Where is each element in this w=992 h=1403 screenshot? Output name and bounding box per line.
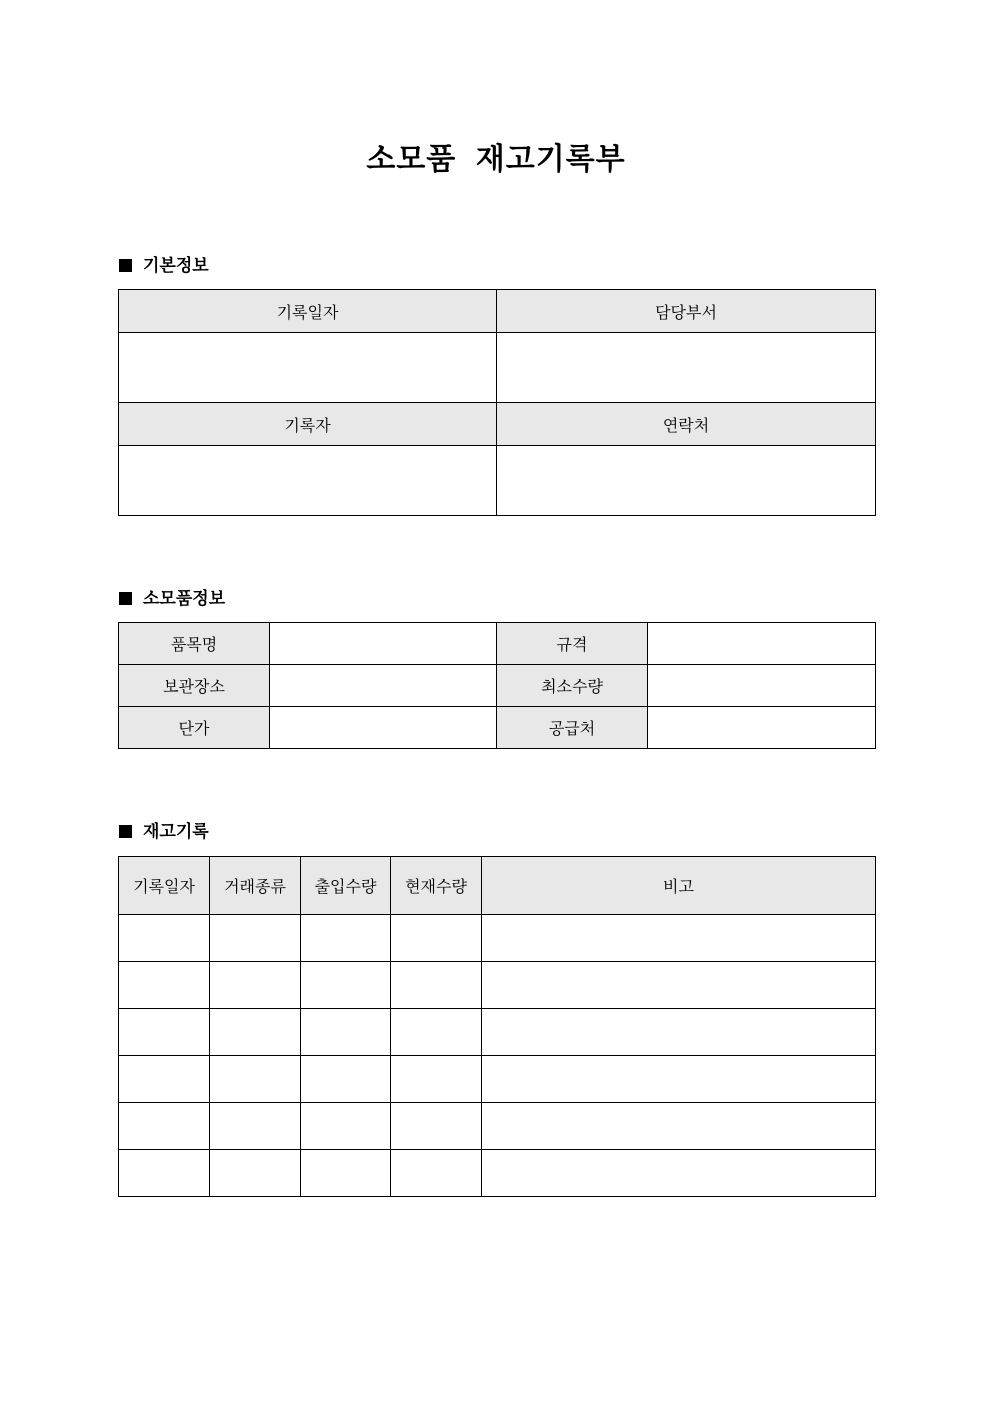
spec-label: 규격 (497, 623, 648, 665)
spec-field[interactable] (648, 623, 876, 665)
stock-record-table (118, 856, 876, 1197)
transaction-type-cell[interactable] (210, 1056, 301, 1103)
supplier-field[interactable] (648, 707, 876, 749)
record-date-cell[interactable] (119, 1056, 210, 1103)
in-out-qty-cell[interactable] (301, 1150, 391, 1197)
square-bullet-icon (119, 592, 132, 605)
storage-label: 보관장소 (119, 665, 270, 707)
in-out-qty-cell[interactable] (301, 1103, 391, 1150)
table-row (119, 915, 876, 962)
supplier-label: 공급처 (497, 707, 648, 749)
page-title: 소모품 재고기록부 (366, 142, 626, 177)
department-label: 담당부서 (497, 290, 876, 333)
record-date-cell[interactable] (119, 1009, 210, 1056)
table-row (119, 1150, 876, 1197)
remarks-cell[interactable] (482, 1150, 876, 1197)
current-qty-cell[interactable] (391, 1103, 482, 1150)
column-header-transaction-type: 거래종류 (210, 857, 301, 915)
current-qty-cell[interactable] (391, 962, 482, 1009)
transaction-type-cell[interactable] (210, 1103, 301, 1150)
basic-info-table (118, 289, 876, 516)
column-header-in-out-qty: 출입수량 (301, 857, 391, 915)
square-bullet-icon (119, 259, 132, 272)
remarks-cell[interactable] (482, 1009, 876, 1056)
record-date-field[interactable] (119, 333, 497, 403)
column-header-current-qty: 현재수량 (391, 857, 482, 915)
record-date-cell[interactable] (119, 915, 210, 962)
transaction-type-cell[interactable] (210, 1009, 301, 1056)
transaction-type-cell[interactable] (210, 1150, 301, 1197)
record-date-cell[interactable] (119, 1103, 210, 1150)
table-row (119, 962, 876, 1009)
remarks-cell[interactable] (482, 915, 876, 962)
square-bullet-icon (119, 825, 132, 838)
section-heading-item (119, 589, 225, 609)
column-header-record-date: 기록일자 (119, 857, 210, 915)
column-header-remarks: 비고 (482, 857, 876, 915)
item-info-table (118, 622, 876, 749)
storage-field[interactable] (270, 665, 497, 707)
min-qty-label: 최소수량 (497, 665, 648, 707)
section-heading-stock-text: 재고기록 (143, 822, 209, 842)
record-date-cell[interactable] (119, 1150, 210, 1197)
record-date-label: 기록일자 (119, 290, 497, 333)
current-qty-cell[interactable] (391, 1056, 482, 1103)
in-out-qty-cell[interactable] (301, 1009, 391, 1056)
item-name-label: 품목명 (119, 623, 270, 665)
item-name-field[interactable] (270, 623, 497, 665)
table-row (119, 1056, 876, 1103)
recorder-field[interactable] (119, 446, 497, 516)
transaction-type-cell[interactable] (210, 962, 301, 1009)
table-row (119, 1009, 876, 1056)
current-qty-cell[interactable] (391, 1150, 482, 1197)
contact-field[interactable] (497, 446, 876, 516)
remarks-cell[interactable] (482, 962, 876, 1009)
in-out-qty-cell[interactable] (301, 962, 391, 1009)
in-out-qty-cell[interactable] (301, 915, 391, 962)
min-qty-field[interactable] (648, 665, 876, 707)
current-qty-cell[interactable] (391, 1009, 482, 1056)
price-label: 단가 (119, 707, 270, 749)
record-date-cell[interactable] (119, 962, 210, 1009)
department-field[interactable] (497, 333, 876, 403)
price-field[interactable] (270, 707, 497, 749)
recorder-label: 기록자 (119, 403, 497, 446)
current-qty-cell[interactable] (391, 915, 482, 962)
remarks-cell[interactable] (482, 1103, 876, 1150)
transaction-type-cell[interactable] (210, 915, 301, 962)
section-heading-basic (119, 256, 209, 276)
section-heading-basic-text: 기본정보 (143, 256, 209, 276)
table-row (119, 1103, 876, 1150)
contact-label: 연락처 (497, 403, 876, 446)
in-out-qty-cell[interactable] (301, 1056, 391, 1103)
section-heading-item-text: 소모품정보 (143, 589, 226, 609)
section-heading-stock (119, 822, 209, 842)
remarks-cell[interactable] (482, 1056, 876, 1103)
